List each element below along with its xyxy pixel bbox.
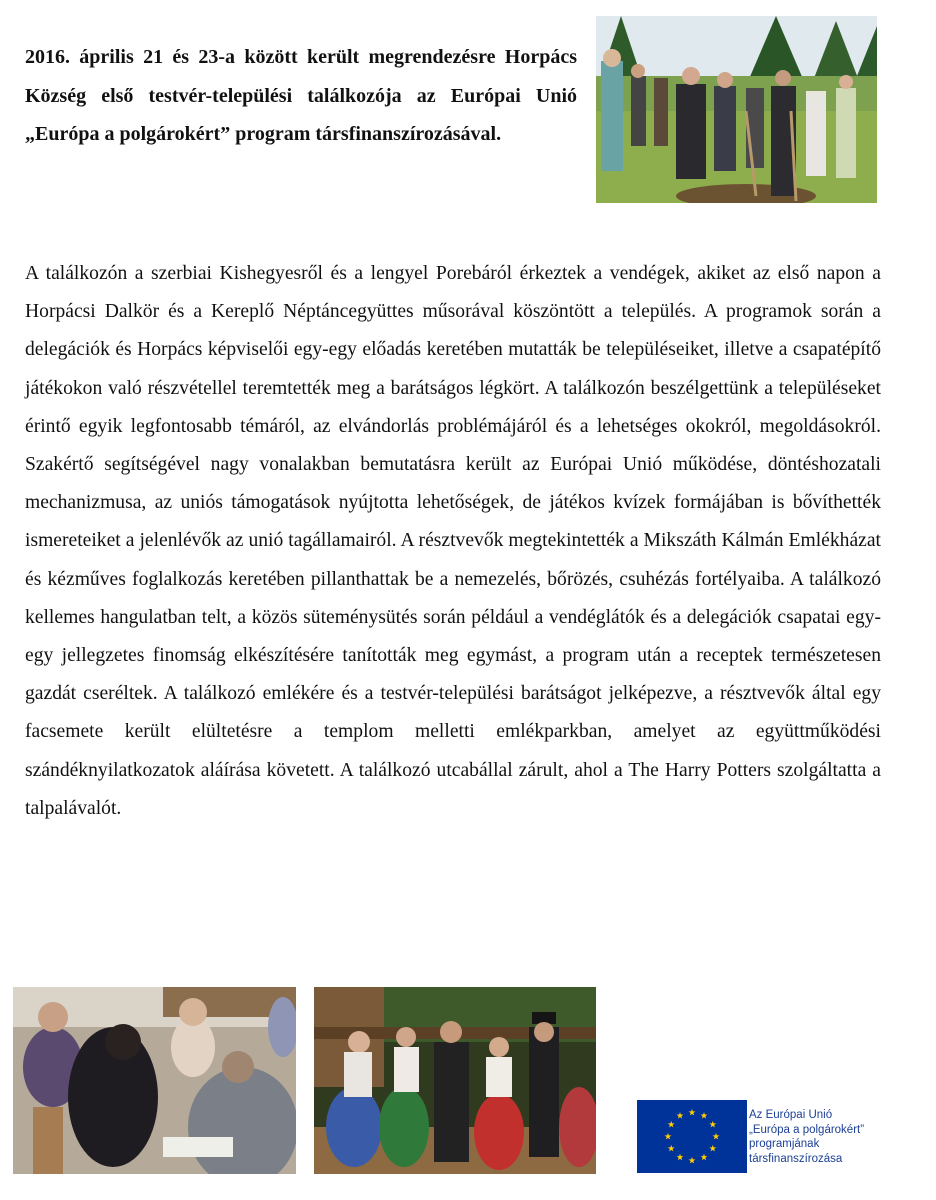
- eu-caption-line: programjának: [749, 1138, 820, 1150]
- intro-paragraph: 2016. április 21 és 23-a között került megrendezésre Horpács Község első testvér-települési találkozója az Európai Unió „Európa a polgárokért” program társfinanszírozásával.: [25, 46, 577, 145]
- eu-funding-caption: [749, 1108, 929, 1166]
- report-body: A találkozón a szerbiai Kishegyesről és a lengyel Porebáról érkeztek a vendégek, akiket az első napon a Horpácsi Dalkör és a Kereplő Néptáncegyüttes műsorával köszöntött a település. A programok során a delegációk és Horpács képviselői egy-egy előadás keretében mutatták be településeiket, illetve a csapatépítő játékokon való részvétellel teremtették meg a barátságos légkört. A találkozón beszélgettünk a településeket érintő egyik legfontosabb témáról, az elvándorlás problémájáról és a lehetséges okokról, megoldásokról. Szakértő segítségével nagy vonalakban bemutatásra került az Európai Unió működése, döntéshozatali mechanizmusa, az uniós támogatások nyújtotta lehetőségek, de játékos kvízek formájában is bővíthették ismereteiket a jelenlévők az unió tagállamairól. A résztvevők megtekintették a Mikszáth Kálmán Emlékházat és kézműves foglalkozás keretében pillanthattak be a nemezelés, bőrözés, csuhézás fortélyaiba. A találkozó kellemes hangulatban telt, a közös süteménysütés során például a vendéglátók és a delegációk csapatai egy- egy jellegzetes finomság elkészítésére tanították meg egymást, a program után a receptek természetesen gazdát cseréltek. A találkozó emlékére és a testvér-települési barátságot jelképezve, a résztvevők által egy facsemete került elültetésre a templom melletti emlékparkban, amelyet az együttműködési szándéknyilatkozatok aláírása követett. A találkozó utcabállal zárult, ahol a The Harry Potters szolgáltatta a talpalávalót.: [25, 263, 881, 819]
- eu-caption-line: társfinanszírozása: [749, 1152, 843, 1165]
- tree-planting-photo: [596, 16, 877, 203]
- eu-flag-logo: [637, 1100, 747, 1173]
- group-discussion-photo: [13, 987, 296, 1174]
- eu-caption-line: Az Európai Unió: [749, 1109, 833, 1121]
- folk-dance-photo: [314, 987, 596, 1174]
- eu-caption-line: „Európa a polgárokért”: [749, 1123, 865, 1136]
